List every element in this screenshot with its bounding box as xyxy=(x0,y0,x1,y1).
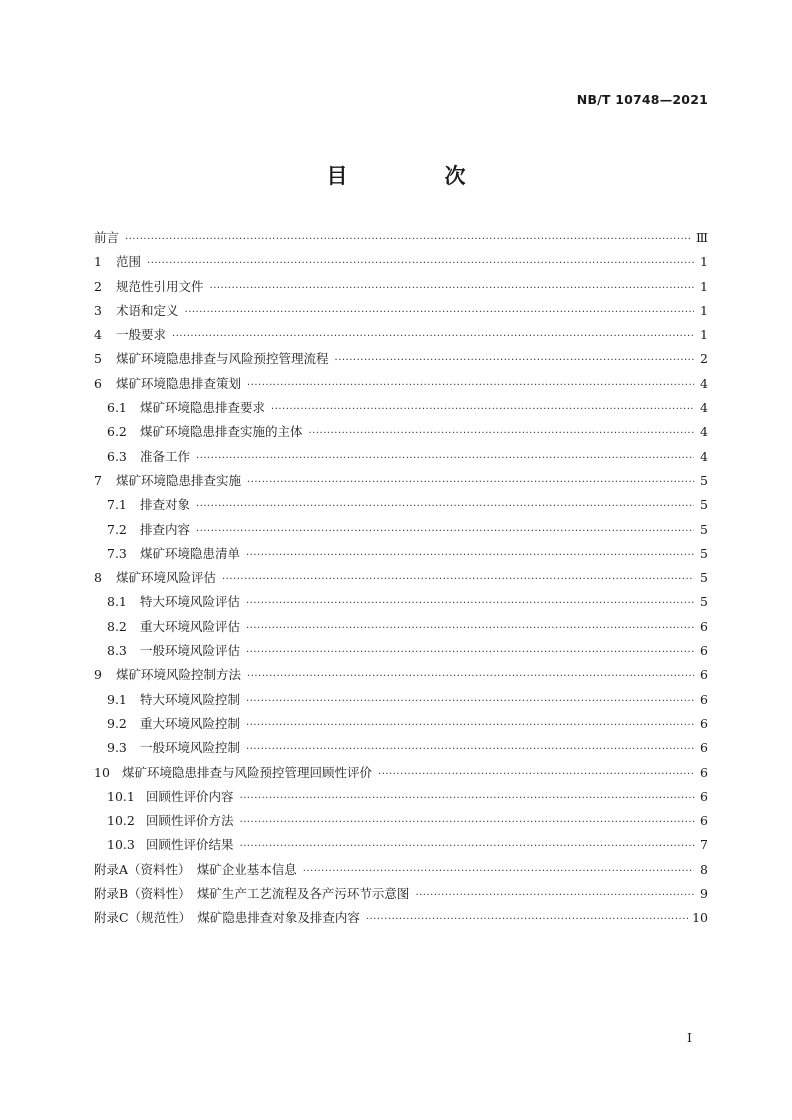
toc-entry-number: 7 xyxy=(94,472,102,488)
toc-entry-title: 煤矿环境隐患排查与风险预控管理流程 xyxy=(116,351,329,367)
toc-entry-title: 准备工作 xyxy=(140,448,191,464)
toc-leader-dots xyxy=(309,422,694,446)
toc-entry-page: 6 xyxy=(700,740,708,756)
toc-entry-number: 5 xyxy=(94,351,102,367)
toc-entry-number: 3 xyxy=(94,302,102,318)
toc-leader-dots xyxy=(246,592,694,616)
toc-entry-title: 煤矿环境风险控制方法 xyxy=(116,667,242,683)
toc-leader-dots xyxy=(378,763,694,787)
toc-entry[interactable] xyxy=(94,518,708,542)
toc-entry-title: 重大环境风险评估 xyxy=(140,618,241,634)
toc-entry-title: 煤矿环境隐患排查实施 xyxy=(116,472,242,488)
toc-entry[interactable] xyxy=(94,590,708,614)
toc-entry-number: 4 xyxy=(94,327,102,343)
toc-entry-title: 特大环境风险控制 xyxy=(140,691,241,707)
toc-entry[interactable] xyxy=(94,663,708,687)
toc-entry-page: 1 xyxy=(700,278,708,294)
toc-entry[interactable] xyxy=(94,347,708,371)
toc-entry-number: 7.3 xyxy=(107,545,127,561)
toc-entry[interactable] xyxy=(94,688,708,712)
toc-entry-number: 10.3 xyxy=(107,837,135,853)
toc-entry-title: 附录B（资料性） 煤矿生产工艺流程及各产污环节示意图 xyxy=(94,886,410,902)
toc-entry[interactable] xyxy=(94,299,708,323)
standard-code: NB/T 10748—2021 xyxy=(576,92,708,107)
toc-entry-number: 9.3 xyxy=(107,740,127,756)
toc-entry-title: 排查对象 xyxy=(140,497,191,513)
toc-leader-dots xyxy=(271,398,694,422)
toc-entry-title: 术语和定义 xyxy=(116,302,179,318)
toc-entry-title: 排查内容 xyxy=(140,521,191,537)
toc-entry[interactable] xyxy=(94,493,708,517)
toc-entry-title: 规范性引用文件 xyxy=(116,278,204,294)
toc-leader-dots xyxy=(246,544,694,568)
toc-leader-dots xyxy=(415,884,694,908)
toc-entry-title: 煤矿环境隐患排查策划 xyxy=(116,375,242,391)
toc-leader-dots xyxy=(240,811,694,835)
toc-leader-dots xyxy=(147,252,694,276)
toc-leader-dots xyxy=(240,835,694,859)
toc-entry[interactable] xyxy=(94,712,708,736)
toc-entry-number: 9.2 xyxy=(107,715,127,731)
toc-leader-dots xyxy=(247,665,694,689)
toc-entry[interactable] xyxy=(94,639,708,663)
toc-entry-title: 一般环境风险控制 xyxy=(140,740,241,756)
toc-entry-number: 8.2 xyxy=(107,618,127,634)
toc-entry[interactable] xyxy=(94,809,708,833)
toc-leader-dots xyxy=(247,471,694,495)
toc-entry-number: 8.1 xyxy=(107,594,127,610)
toc-entry-number: 10 xyxy=(94,764,110,780)
toc-leader-dots xyxy=(366,908,688,932)
toc-entry-number: 7.1 xyxy=(107,497,127,513)
toc-entry[interactable] xyxy=(94,275,708,299)
toc-leader-dots xyxy=(247,374,694,398)
toc-entry-page: 6 xyxy=(700,643,708,659)
toc-leader-dots xyxy=(172,325,694,349)
toc-entry-page: 4 xyxy=(700,375,708,391)
toc-entry-number: 8.3 xyxy=(107,643,127,659)
toc-entry[interactable] xyxy=(94,882,708,906)
toc-leader-dots xyxy=(303,860,694,884)
toc-entry-title: 煤矿环境隐患清单 xyxy=(140,545,241,561)
toc-leader-dots xyxy=(246,714,694,738)
toc-entry-title: 回顾性评价内容 xyxy=(146,788,234,804)
toc-leader-dots xyxy=(246,690,694,714)
toc-entry-page: 2 xyxy=(700,351,708,367)
toc-entry-page: 6 xyxy=(700,715,708,731)
toc-entry[interactable] xyxy=(94,858,708,882)
toc-entry-number: 6.2 xyxy=(107,424,127,440)
toc-leader-dots xyxy=(196,520,694,544)
toc-entry-number: 7.2 xyxy=(107,521,127,537)
toc-leader-dots xyxy=(196,447,694,471)
toc-entry-title: 范围 xyxy=(116,254,142,270)
toc-leader-dots xyxy=(222,568,694,592)
toc-entry-number: 6.1 xyxy=(107,400,127,416)
toc-entry-page: 4 xyxy=(700,424,708,440)
toc-entry[interactable] xyxy=(94,226,708,250)
toc-entry-title: 附录A（资料性） 煤矿企业基本信息 xyxy=(94,861,297,877)
toc-entry-page: 5 xyxy=(700,594,708,610)
toc-entry[interactable] xyxy=(94,785,708,809)
toc-leader-dots xyxy=(196,495,694,519)
toc-entry-title: 煤矿环境风险评估 xyxy=(116,570,217,586)
toc-entry-title: 特大环境风险评估 xyxy=(140,594,241,610)
toc-entry-page: 6 xyxy=(700,764,708,780)
toc-entry[interactable] xyxy=(94,420,708,444)
toc-entry-page: 8 xyxy=(700,861,708,877)
toc-entry-title: 一般环境风险评估 xyxy=(140,643,241,659)
toc-entry-number: 10.1 xyxy=(107,788,135,804)
toc-entry-title: 附录C（规范性） 煤矿隐患排查对象及排查内容 xyxy=(94,910,360,926)
toc-entry[interactable] xyxy=(94,372,708,396)
toc-entry-number: 10.2 xyxy=(107,813,135,829)
toc-entry-number: 1 xyxy=(94,254,102,270)
toc-leader-dots xyxy=(185,301,694,325)
toc-leader-dots xyxy=(246,617,694,641)
toc-entry-page: 5 xyxy=(700,570,708,586)
toc-entry[interactable] xyxy=(94,615,708,639)
toc-entry-title: 煤矿环境隐患排查实施的主体 xyxy=(140,424,303,440)
toc-entry-page: 6 xyxy=(700,788,708,804)
toc-entry-number: 9.1 xyxy=(107,691,127,707)
toc-entry-page: 6 xyxy=(700,667,708,683)
toc-entry[interactable] xyxy=(94,906,708,930)
toc-entry[interactable] xyxy=(94,323,708,347)
toc-entry-page: 1 xyxy=(700,327,708,343)
toc-entry-page: 4 xyxy=(700,448,708,464)
toc-leader-dots xyxy=(240,787,694,811)
page-title: 目 次 xyxy=(326,164,504,188)
toc-leader-dots xyxy=(335,349,694,373)
toc-entry-number: 6 xyxy=(94,375,102,391)
toc-entry-title: 煤矿环境隐患排查与风险预控管理回顾性评价 xyxy=(122,764,373,780)
toc-entry-number: 2 xyxy=(94,278,102,294)
toc-entry-number: 9 xyxy=(94,667,102,683)
page-number: I xyxy=(687,1030,692,1045)
toc-leader-dots xyxy=(210,277,694,301)
toc-entry-page: 5 xyxy=(700,521,708,537)
toc-entry-page: 1 xyxy=(700,302,708,318)
toc-entry-number: 8 xyxy=(94,570,102,586)
toc-entry-title: 回顾性评价方法 xyxy=(146,813,234,829)
toc-entry-page: 9 xyxy=(700,886,708,902)
toc-entry-page: 6 xyxy=(700,618,708,634)
toc-entry[interactable] xyxy=(94,833,708,857)
toc-entry-page: 6 xyxy=(700,691,708,707)
toc-leader-dots xyxy=(246,641,694,665)
toc-entry-page: 7 xyxy=(700,837,708,853)
toc-leader-dots xyxy=(246,738,694,762)
toc-entry-page: 5 xyxy=(700,545,708,561)
toc-entry[interactable] xyxy=(94,761,708,785)
toc-entry[interactable] xyxy=(94,566,708,590)
toc-entry-page: 10 xyxy=(692,910,708,926)
table-of-contents xyxy=(94,226,708,931)
toc-entry[interactable] xyxy=(94,250,708,274)
toc-entry[interactable] xyxy=(94,445,708,469)
toc-entry-page: 1 xyxy=(700,254,708,270)
toc-entry-page: 5 xyxy=(700,497,708,513)
toc-entry[interactable] xyxy=(94,736,708,760)
toc-entry[interactable] xyxy=(94,542,708,566)
toc-entry-title: 一般要求 xyxy=(116,327,167,343)
toc-entry-page: 4 xyxy=(700,400,708,416)
toc-leader-dots xyxy=(125,228,692,252)
toc-entry-title: 重大环境风险控制 xyxy=(140,715,241,731)
toc-entry[interactable] xyxy=(94,469,708,493)
toc-entry-title: 前言 xyxy=(94,230,120,245)
toc-entry-page: Ⅲ xyxy=(695,230,708,245)
toc-entry[interactable] xyxy=(94,396,708,420)
toc-entry-title: 煤矿环境隐患排查要求 xyxy=(140,400,266,416)
toc-entry-title: 回顾性评价结果 xyxy=(146,837,234,853)
toc-entry-page: 5 xyxy=(700,472,708,488)
toc-entry-number: 6.3 xyxy=(107,448,127,464)
toc-entry-page: 6 xyxy=(700,813,708,829)
